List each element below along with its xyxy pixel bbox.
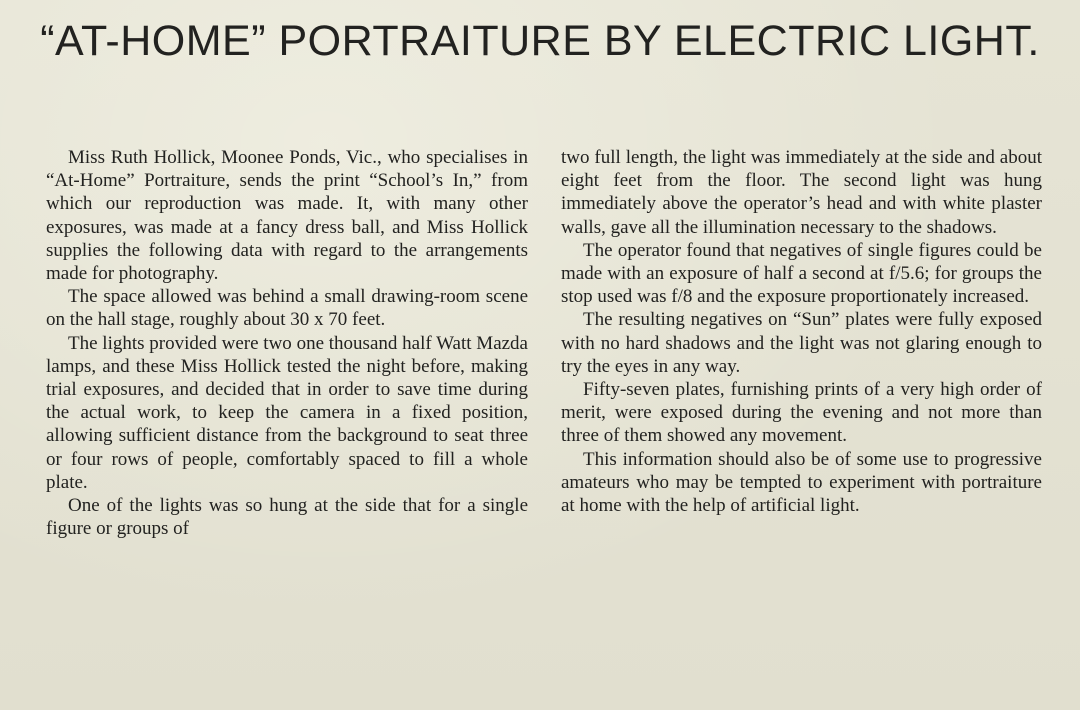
paragraph: Miss Ruth Hollick, Moonee Ponds, Vic., who specialises in “At-Home” Portraiture, sends the print “School’s In,” from which our reproduction was made. It, with many other exposures, was made at a fancy dress ball, and Miss Hollick supplies the following data with regard to the arrangements made for photography. — [46, 147, 528, 285]
article-title: “AT-HOME” PORTRAITURE BY ELECTRIC LIGHT. — [40, 17, 1040, 65]
paragraph: The resulting negatives on “Sun” plates were fully exposed with no hard shadows and the light was not glaring enough to try the eyes in any way. — [561, 309, 1042, 377]
left-column — [46, 146, 528, 540]
right-column — [561, 146, 1042, 517]
paragraph: One of the lights was so hung at the side that for a single figure or groups of — [46, 495, 528, 540]
paragraph: The operator found that negatives of single figures could be made with an exposure of half a second at f/5.6; for groups the stop used was f/8 and the exposure proportionately increased. — [561, 239, 1042, 308]
paragraph: The lights provided were two one thousand half Watt Mazda lamps, and these Miss Hollick tested the night before, making trial exposures, and decided that in order to save time during the actual work, to keep the camera in a fixed position, allowing sufficient distance from the background to seat three or four rows of people, comfortably spaced to fill a whole plate. — [46, 332, 528, 493]
paragraph: This information should also be of some use to progressive amateurs who may be tempted to experiment with portraiture at home with the help of artificial light. — [561, 448, 1042, 517]
paragraph-continued: two full length, the light was immediately at the side and about eight feet from the floor. The second light was hung immediately above the operator’s head and with white plaster walls, gave all the illumination necessary to the shadows. — [561, 147, 1042, 238]
paragraph: Fifty-seven plates, furnishing prints of a very high order of merit, were exposed during the evening and not more than three of them showed any movement. — [561, 379, 1042, 447]
paragraph: The space allowed was behind a small drawing-room scene on the hall stage, roughly about 30 x 70 feet. — [46, 286, 528, 331]
